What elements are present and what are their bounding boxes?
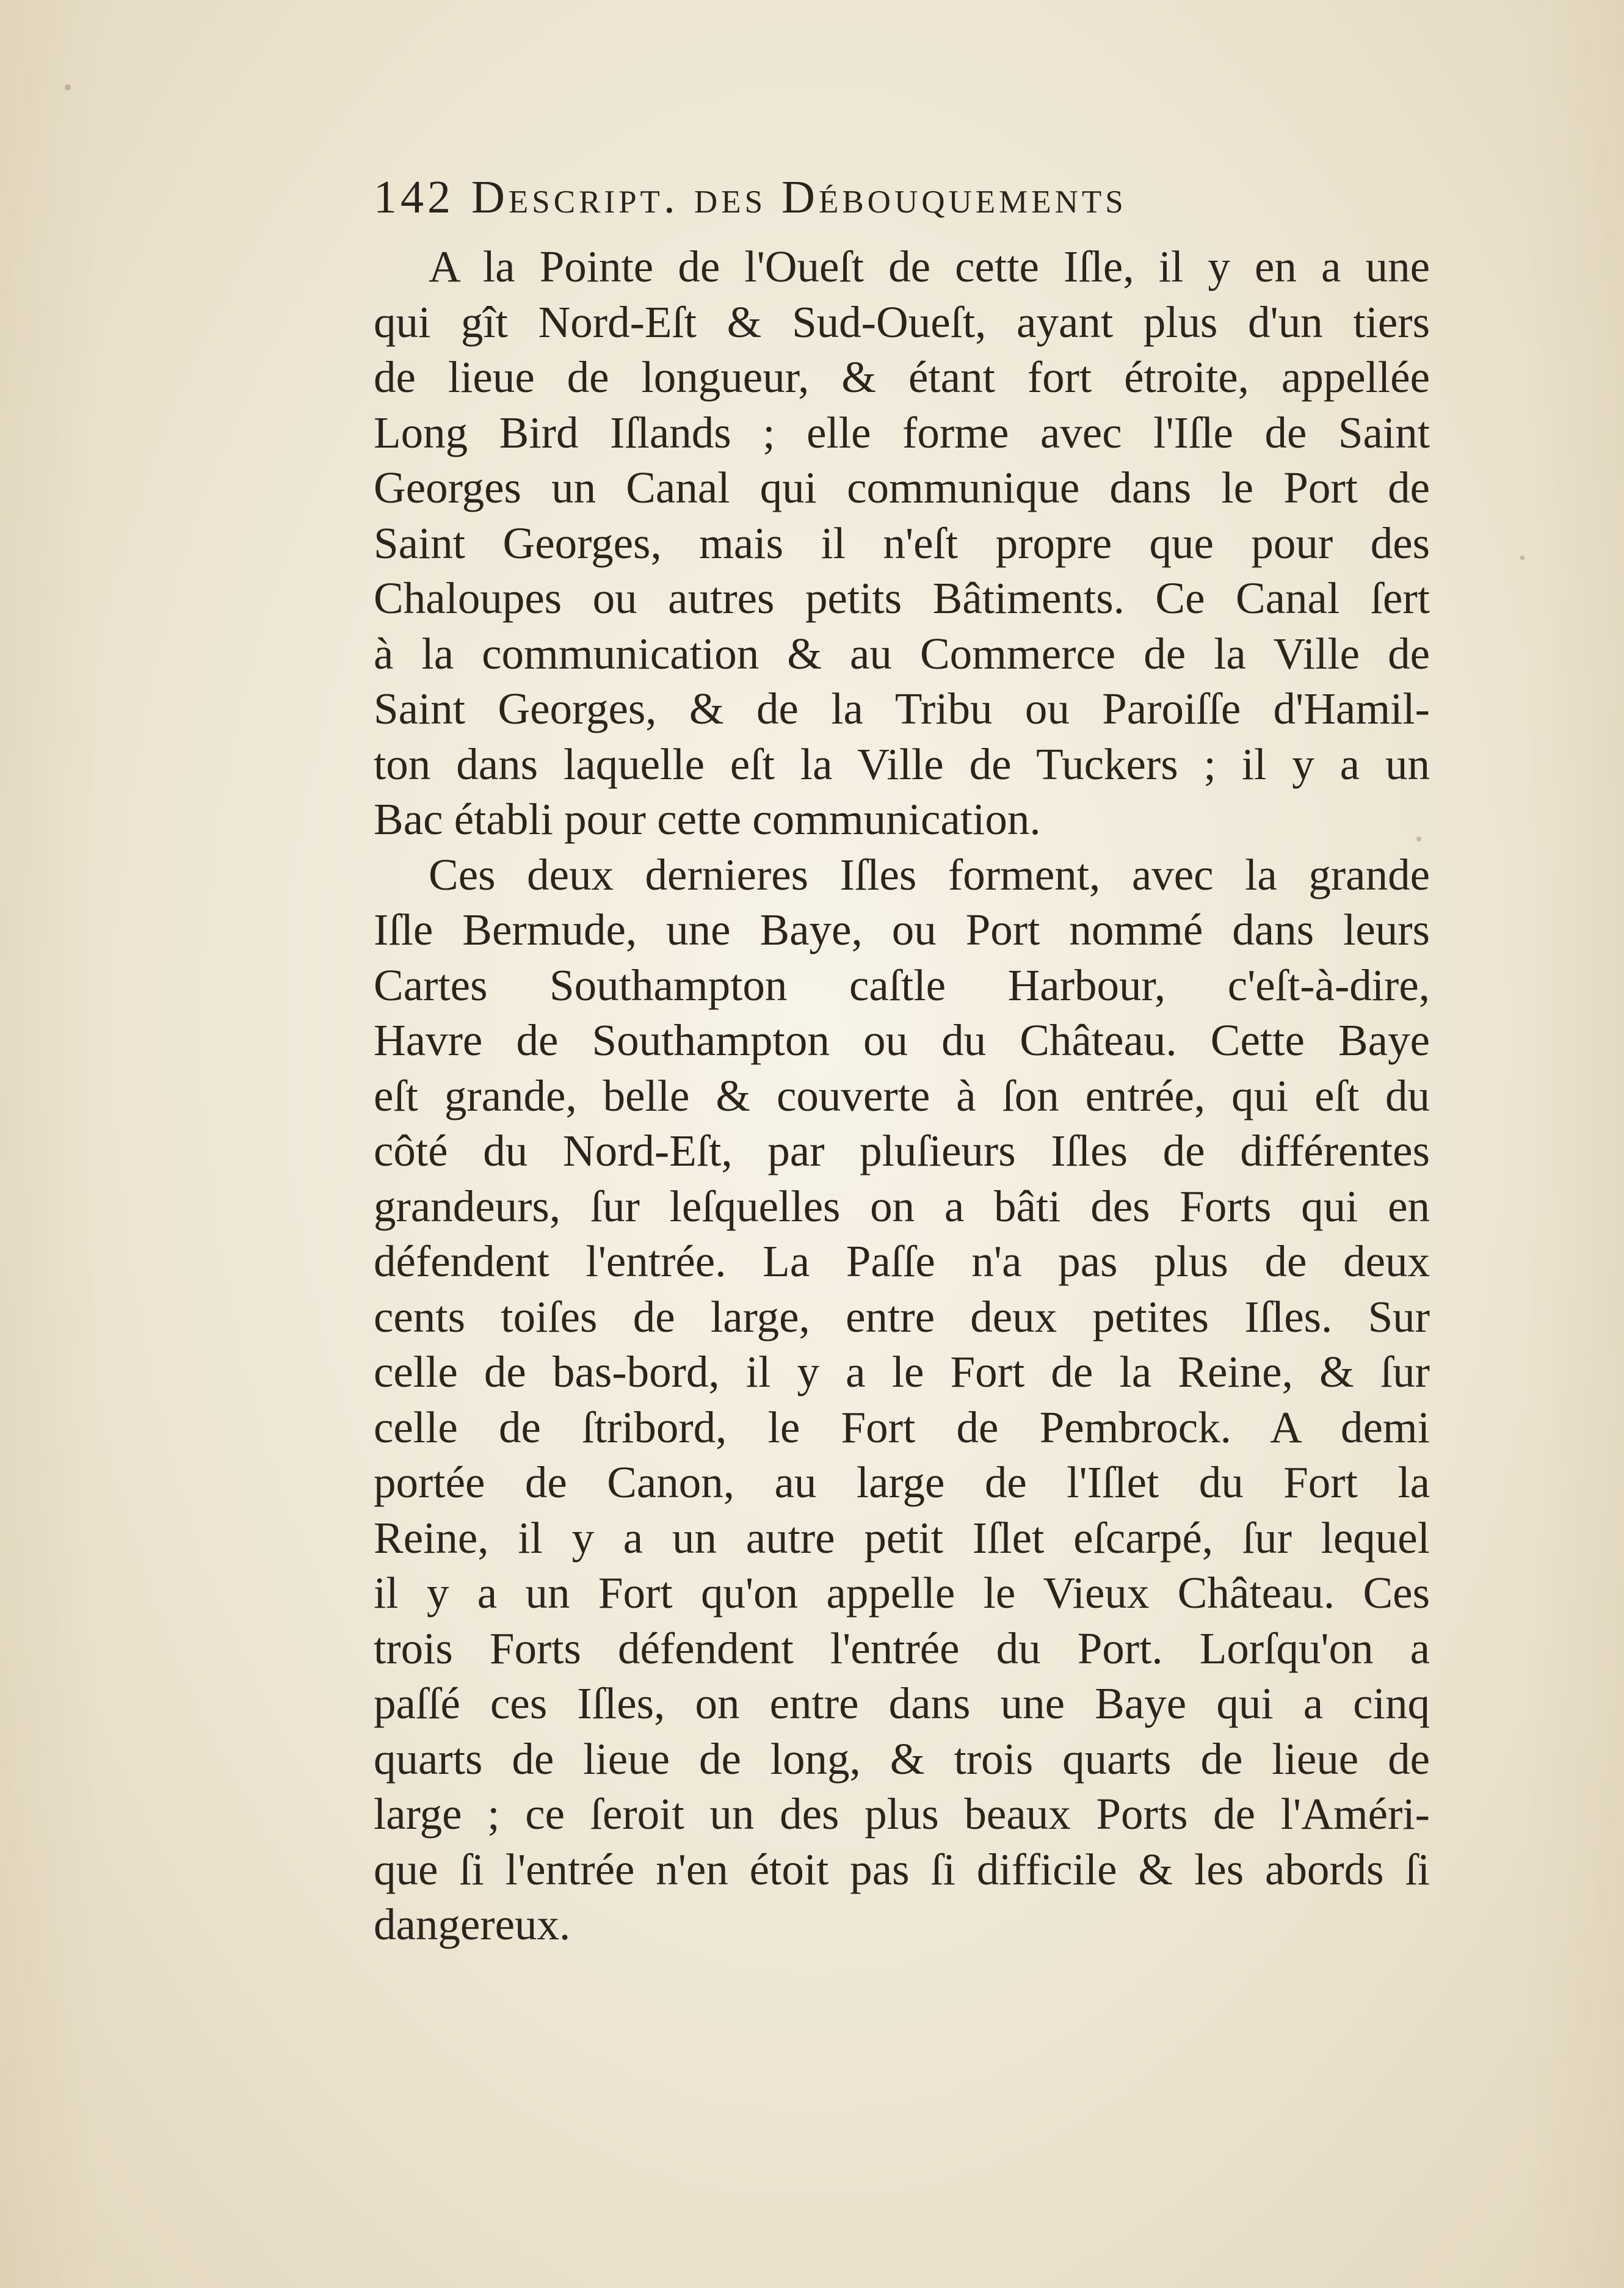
text-line: quarts de lieue de long, & trois quarts de lieue de <box>374 1734 1430 1784</box>
text-line: Saint Georges, mais il n'eſt propre que pour des <box>374 518 1430 568</box>
text-line: Reine, il y a un autre petit Iſlet eſcarpé, ſur lequel <box>374 1513 1430 1563</box>
text-line: eſt grande, belle & couverte à ſon entrée, qui eſt du <box>374 1070 1430 1120</box>
text-line: dangereux. <box>374 1900 571 1949</box>
text-line: il y a un Fort qu'on appelle le Vieux Château. Ces <box>374 1568 1430 1618</box>
text-line: Iſle Bermude, une Baye, ou Port nommé dans leurs <box>374 905 1430 954</box>
text-line: défendent l'entrée. La Paſſe n'a pas plus de deux <box>374 1237 1430 1286</box>
page-number: 142 <box>374 172 454 223</box>
text-line: grandeurs, ſur leſquelles on a bâti des Forts qui en <box>374 1181 1430 1231</box>
running-title: Descript. des Débouquements <box>471 172 1127 223</box>
text-line: Bac établi pour cette communication. <box>374 794 1041 844</box>
text-line: cents toiſes de large, entre deux petites Iſles. Sur <box>374 1291 1430 1342</box>
text-line: ton dans laquelle eſt la Ville de Tuckers ; il y a un <box>374 739 1430 789</box>
running-head <box>374 170 1344 225</box>
text-line: paſſé ces Iſles, on entre dans une Baye qui a cinq <box>374 1679 1430 1728</box>
paper-spot <box>1416 837 1421 841</box>
text-line: portée de Canon, au large de l'Iſlet du Fort la <box>374 1458 1430 1507</box>
text-line: qui gît Nord-Eſt & Sud-Oueſt, ayant plus d'un tiers <box>374 297 1430 347</box>
text-line: Long Bird Iſlands ; elle forme avec l'Iſle de Saint <box>374 407 1430 457</box>
text-line: celle de ſtribord, le Fort de Pembrock. A demi <box>374 1402 1430 1452</box>
text-line: Ces deux dernieres Iſles forment, avec la grande <box>429 849 1430 899</box>
text-line: que ſi l'entrée n'en étoit pas ſi difficile & les abords ſi <box>374 1844 1430 1894</box>
text-line: Saint Georges, & de la Tribu ou Paroiſſe d'Hamil- <box>374 684 1430 733</box>
text-line: à la communication & au Commerce de la Ville de <box>374 628 1430 678</box>
text-line: Cartes Southampton caſtle Harbour, c'eſt-à-dire, <box>374 960 1430 1010</box>
text-line: trois Forts défendent l'entrée du Port. Lorſqu'on a <box>374 1623 1430 1673</box>
text-line: celle de bas-bord, il y a le Fort de la Reine, & ſur <box>374 1347 1430 1396</box>
paper-spot <box>1520 556 1524 560</box>
text-line: Georges un Canal qui communique dans le Port de <box>374 463 1430 512</box>
paper-spot <box>65 84 71 90</box>
text-line: large ; ce ſeroit un des plus beaux Ports de l'Améri- <box>374 1789 1430 1839</box>
text-line: A la Pointe de l'Oueſt de cette Iſle, il y en a une <box>429 242 1430 291</box>
text-line: de lieue de longueur, & étant fort étroite, appellée <box>374 352 1430 402</box>
body-text <box>374 239 1430 1953</box>
text-line: Chaloupes ou autres petits Bâtiments. Ce Canal ſert <box>374 573 1430 623</box>
text-line: Havre de Southampton ou du Château. Cette Baye <box>374 1015 1430 1065</box>
text-line: côté du Nord-Eſt, par pluſieurs Iſles de différentes <box>374 1126 1430 1175</box>
